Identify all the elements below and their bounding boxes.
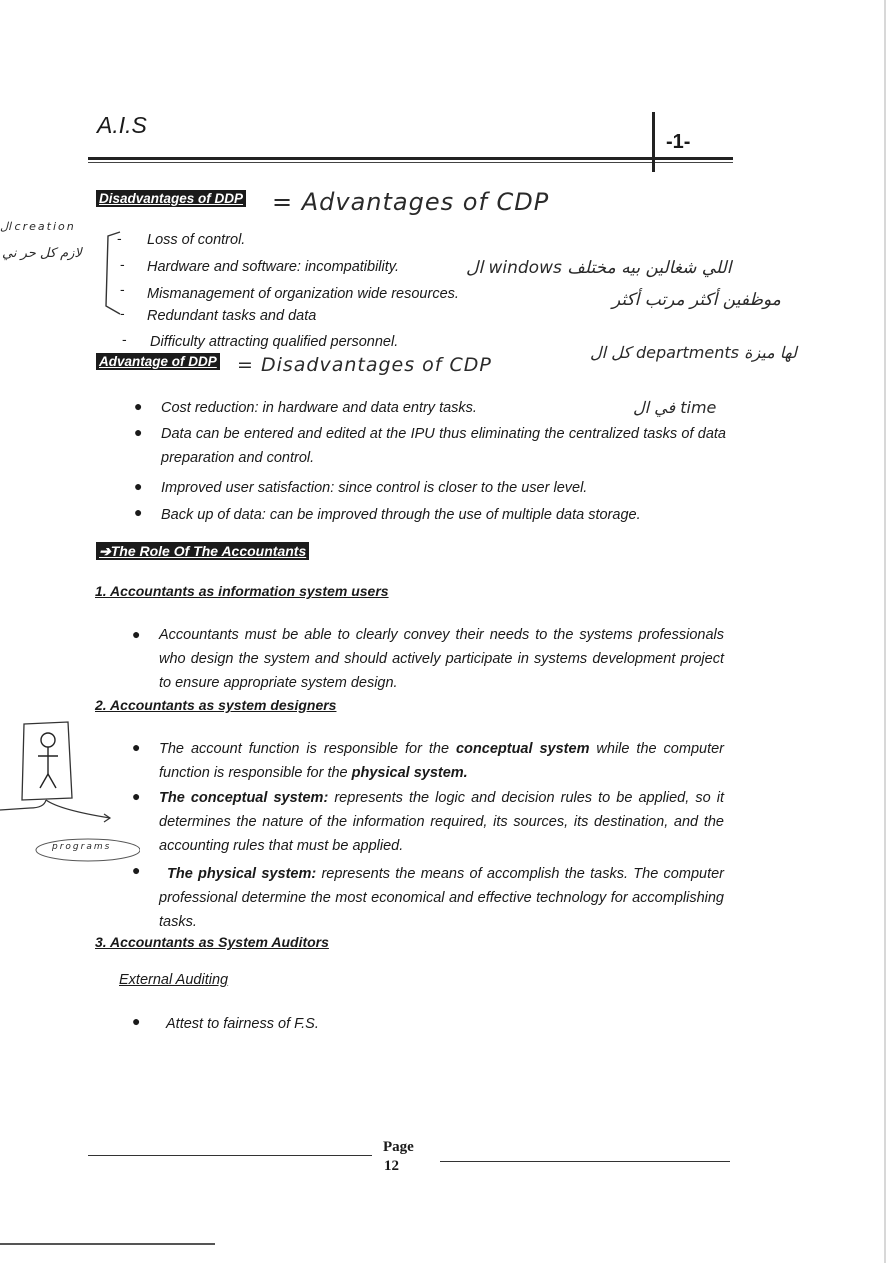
advantage-item: Cost reduction: in hardware and data entry tasks. [161,400,477,416]
advantage-item: Back up of data: can be improved through the use of multiple data storage. [161,507,641,523]
external-item: Attest to fairness of F.S. [166,1016,319,1032]
subheading-auditors: 3. Accountants as System Auditors [95,934,329,950]
designers-item-2 [159,786,724,858]
header-divider [652,112,655,172]
handwritten-note-windows: ال windows اللي شغالين بيه مختلف [466,258,732,278]
conceptual-system-label: The conceptual system: [159,790,329,806]
users-paragraph: Accountants must be able to clearly convey their needs to the systems professionals who design the system and should actively participate in systems development project to ensure appropriate system design. [159,627,724,691]
bullet: ● [134,424,143,440]
advantages-heading-wrap [96,353,220,371]
dash-bullet: - [120,281,125,297]
bullet: ● [132,1013,141,1029]
conceptual-system-text: represents the logic and decision rules to be applied, so it determines the nature of the information required, its sources, its destination, and the accounting rules that must be applied. [159,790,724,854]
header-rule [88,157,733,160]
disadvantages-note: = Advantages of CDP [272,188,550,216]
bullet: ● [132,788,141,804]
disadvantage-item: Mismanagement of organization wide resources. [147,286,459,302]
scan-right-edge [884,0,886,1263]
bullet: ● [132,626,141,642]
role-heading-wrap [96,543,309,561]
physical-system-text: represents the means of accomplish the tasks. The computer professional determine the most economical and effective technology for accomplishing tasks. [159,866,724,930]
disadvantages-heading: Disadvantages of DDP [96,190,246,207]
bullet: ● [134,478,143,494]
subheading-designers: 2. Accountants as system designers [95,697,337,713]
page-title: A.I.S [97,112,147,138]
designers-item-1-text-2: while the computer function is responsible for the [159,741,724,781]
margin-note-arabic: لازم كل حر ني [2,246,82,261]
dash-bullet: - [122,331,127,347]
footer-rule-right [440,1161,730,1162]
header-rule-thin [88,162,733,163]
role-heading: ➔The Role Of The Accountants [96,542,309,560]
bullet: ● [134,504,143,520]
footer-page-number: 12 [384,1158,399,1174]
designers-item-3 [159,862,724,934]
bracket-drawing [98,226,128,318]
external-auditing: External Auditing [119,972,229,988]
scan-edge-line [0,1243,215,1245]
designers-item-1-text: The account function is responsible for the [159,741,456,757]
margin-note-programs: programs [52,842,112,852]
disadvantage-item: Difficulty attracting qualified personnel. [150,334,399,350]
physical-system-label: The physical system: [167,866,317,882]
designers-item-1-bold: conceptual system [455,741,590,757]
footer-rule-left [88,1155,372,1156]
bullet: ● [132,862,141,878]
disadvantages-heading-wrap [96,190,246,208]
designers-item-1-bold-2: physical system. [351,765,468,781]
designers-item-1 [159,737,724,785]
bullet: ● [132,739,141,755]
disadvantage-item: Loss of control. [147,232,246,248]
advantages-note: = Disadvantages of CDP [237,354,492,376]
dash-bullet: - [120,256,125,272]
handwritten-note-departments: كل ال departments لها ميزة [590,343,797,362]
margin-note-creation: ال creation [0,220,76,233]
handwritten-note-time: في ال time [633,398,717,417]
advantage-item: Data can be entered and edited at the IPU thus eliminating the centralized tasks of data preparation and control. [161,426,726,466]
advantages-heading: Advantage of DDP [96,353,220,370]
footer-page-label: Page [383,1139,414,1155]
disadvantage-item: Redundant tasks and data [147,308,317,324]
handwritten-note-salary: موظفين أكثر مرتب أكثر [612,290,781,310]
page-marker: -1- [666,131,691,153]
dash-bullet: - [117,230,122,246]
subheading-users: 1. Accountants as information system users [95,583,389,599]
disadvantage-item: Hardware and software: incompatibility. [147,259,399,275]
bullet: ● [134,398,143,414]
advantage-item: Improved user satisfaction: since control is closer to the user level. [161,480,588,496]
dash-bullet: - [120,305,125,321]
